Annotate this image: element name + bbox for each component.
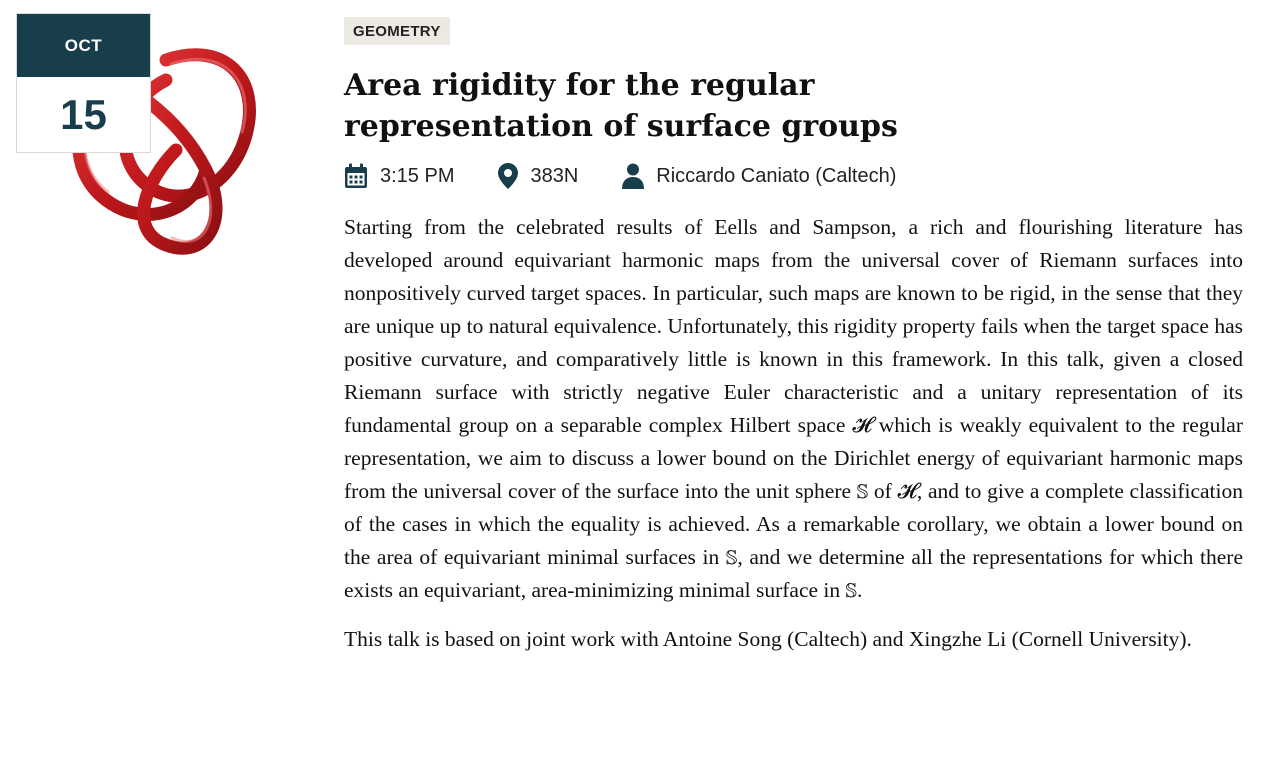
date-month: OCT — [17, 14, 150, 77]
calendar-icon — [344, 163, 368, 189]
abstract-note: This talk is based on joint work with Antoine Song (Caltech) and Xingzhe Li (Cornell University). — [344, 627, 1192, 651]
event-location: 383N — [530, 164, 579, 187]
abstract-paragraph: Starting from the celebrated results of Eells and Sampson, a rich and flourishing literature has developed around equivariant harmonic maps from the universal cover of Riemann surfaces into nonpositively curved target spaces. In particular, such maps are known to be rigid, in the sense that they are unique up to natural equivalence. Unfortunately, this rigidity property fails when the target space has positive curvature, and comparatively little is known in this framework. In this talk, given a closed Riemann surface with strictly negative Euler characteristic and a unitary representation of its fundamental group on a separable complex Hilbert space 𝓗 which is weakly equivalent to the regular representation, we aim to discuss a lower bound on the Dirichlet energy of equivariant harmonic maps from the universal cover of the surface into the unit sphere 𝕊 of 𝓗, and to give a complete classification of the cases in which the equality is achieved. As a remarkable corollary, we obtain a lower bound on the area of equivariant minimal surfaces in 𝕊, and we determine all the representations for which there exists an equivariant, area-minimizing minimal surface in 𝕊. — [344, 215, 1243, 602]
date-card — [16, 13, 151, 153]
event-meta — [344, 161, 1244, 191]
event-image-column — [0, 0, 320, 772]
meta-time — [344, 163, 454, 189]
category-tag[interactable]: GEOMETRY — [344, 17, 450, 45]
meta-speaker — [622, 163, 896, 189]
date-day: 15 — [60, 91, 107, 138]
event-speaker: Riccardo Caniato (Caltech) — [656, 164, 897, 187]
event-time: 3:15 PM — [380, 164, 455, 187]
map-pin-icon — [498, 163, 518, 189]
meta-location — [498, 163, 578, 189]
person-icon — [622, 163, 644, 189]
event-details — [344, 17, 1244, 656]
event-title: Area rigidity for the regular representation of surface groups — [344, 68, 898, 144]
